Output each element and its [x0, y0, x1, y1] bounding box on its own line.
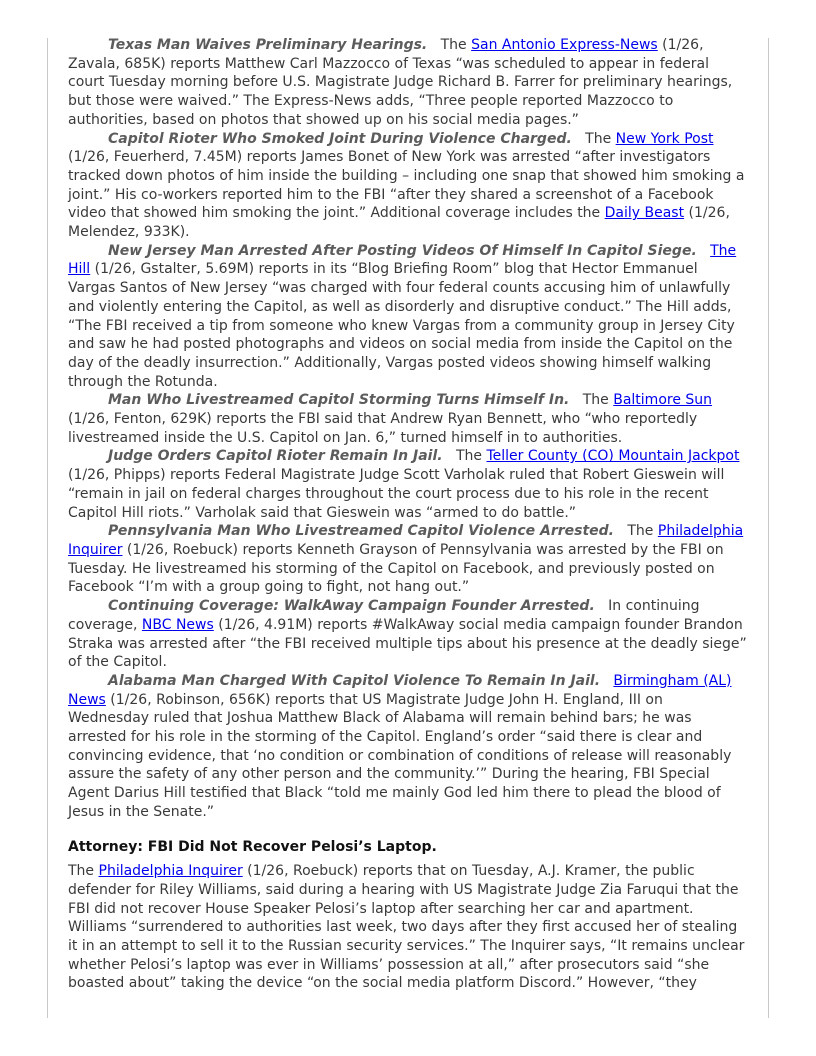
item-headline: Alabama Man Charged With Capitol Violence To Remain In Jail.	[108, 672, 601, 689]
source-link[interactable]: Baltimore Sun	[613, 392, 713, 409]
news-item-rioter-joint: Capitol Rioter Who Smoked Joint During Violence Charged. The New York Post (1/26, Feuerherd, 7.45M) reports James Bonet of New York was arrested “after investigators tracked down photos of him inside the building – including one snap that showed him smoking a joint.” His co-workers reported him to the FBI “after they shared a screenshot of a Facebook video that showed him smoking the joint.” Additional coverage includes the Daily Beast (1/26, Melendez, 933K).	[68, 130, 745, 241]
source-link[interactable]: New York Post	[615, 130, 714, 147]
source-link[interactable]: Philadelphia Inquirer	[68, 523, 744, 558]
item-headline: Continuing Coverage: WalkAway Campaign Founder Arrested.	[108, 598, 595, 615]
source-link[interactable]: Birmingham (AL) News	[68, 672, 732, 708]
news-item-texas: Texas Man Waives Preliminary Hearings. The San Antonio Express-News (1/26, Zavala, 685K) reports Matthew Carl Mazzocco of Texas “was scheduled to appear in federal court Tuesday morning before U.S. Magistrate Judge Richard B. Farrer for preliminary hearings, but those were waived.” The Express-News adds, “Three people reported Mazzocco to authorities, based on photos that showed up on his social media pages.”	[68, 37, 733, 128]
source-link[interactable]: San Antonio Express-News	[471, 37, 658, 53]
right-margin-rule	[768, 38, 769, 1018]
news-item-pennsylvania: Pennsylvania Man Who Livestreamed Capitol Violence Arrested. The Philadelphia Inquirer (1/26, Roebuck) reports Kenneth Grayson of Pennsylvania was arrested by the FBI on Tuesday. He livestreamed his storming of the Capitol on Facebook, and previously posted on Facebook “I’m with a group going to fight, not hang out.”	[68, 523, 744, 596]
section-heading: Attorney: FBI Did Not Recover Pelosi’s Laptop.	[68, 838, 437, 855]
source-link-secondary[interactable]: Daily Beast	[604, 205, 685, 222]
item-headline: Capitol Rioter Who Smoked Joint During Violence Charged.	[108, 130, 572, 147]
news-item-walkaway: Continuing Coverage: WalkAway Campaign Founder Arrested. In continuing coverage, NBC News (1/26, 4.91M) reports #WalkAway social media campaign founder Brandon Straka was arrested after “the FBI received multiple tips about his presence at the deadly siege” of the Capitol.	[68, 598, 747, 671]
item-headline: Texas Man Waives Preliminary Hearings.	[108, 37, 428, 53]
news-item-alabama: Alabama Man Charged With Capitol Violence To Remain In Jail. Birmingham (AL) News (1/26, Robinson, 656K) reports that US Magistrate Judge John H. England, III on Wednesday ruled that Joshua Matthew Black of Alabama will remain behind bars; he was arrested for his role in the storming of the Capitol. England’s order “said there is clear and convincing evidence, that ‘no condition or combination of conditions of release will reasonably assure the safety of any other person and the community.’” During the hearing, FBI Special Agent Darius Hill testified that Black “told me mainly God led him there to plead the blood of Jesus in the Senate.”	[68, 672, 732, 820]
news-item-judge-orders: Judge Orders Capitol Rioter Remain In Jail. The Teller County (CO) Mountain Jackpot (1/26, Phipps) reports Federal Magistrate Judge Scott Varholak ruled that Robert Gieswein will “remain in jail on federal charges throughout the court process due to his role in the recent Capitol Hill riots.” Varholak said that Gieswein was “armed to do battle.”	[68, 448, 740, 521]
source-link[interactable]: Philadelphia Inquirer	[98, 863, 243, 880]
item-headline: Judge Orders Capitol Rioter Remain In Jail.	[108, 448, 443, 465]
source-link[interactable]: The Hill	[68, 242, 737, 278]
item-headline: Man Who Livestreamed Capitol Storming Turns Himself In.	[108, 392, 570, 409]
left-margin-rule	[47, 38, 48, 1018]
news-item-livestream: Man Who Livestreamed Capitol Storming Turns Himself In. The Baltimore Sun (1/26, Fenton, 629K) reports the FBI said that Andrew Ryan Bennett, who “who reportedly livestreamed inside the U.S. Capitol on Jan. 6,” turned himself in to authorities.	[68, 392, 713, 446]
news-item-new-jersey: New Jersey Man Arrested After Posting Videos Of Himself In Capitol Siege. The Hill (1/26, Gstalter, 5.69M) reports in its “Blog Briefing Room” blog that Hector Emmanuel Vargas Santos of New Jersey “was charged with four federal counts accusing him of unlawfully and violently entering the Capitol, as well as disorderly and disruptive conduct.” The Hill adds, “The FBI received a tip from someone who knew Vargas from a community group in Jersey City and saw he had posted photographs and videos on social media from inside the Capitol on the day of the deadly insurrection.” Additionally, Vargas posted videos showing himself walking through the Rotunda.	[68, 242, 737, 390]
article-body	[68, 36, 748, 993]
source-link[interactable]: Teller County (CO) Mountain Jackpot	[486, 448, 740, 465]
item-headline: Pennsylvania Man Who Livestreamed Capitol Violence Arrested.	[108, 523, 615, 540]
item-headline: New Jersey Man Arrested After Posting Videos Of Himself In Capitol Siege.	[108, 242, 697, 259]
source-link[interactable]: NBC News	[141, 616, 214, 633]
section-paragraph: The Philadelphia Inquirer (1/26, Roebuck) reports that on Tuesday, A.J. Kramer, the public defender for Riley Williams, said during a hearing with US Magistrate Judge Zia Faruqui that the FBI did not recover House Speaker Pelosi’s laptop after searching her car and apartment. Williams “surrendered to authorities last week, two days after they first accused her of stealing it in an attempt to sell it to the Russian security services.” The Inquirer says, “It remains unclear whether Pelosi’s laptop was ever in Williams’ possession at all,” after prosecutors said “she boasted about” taking the device “on the social media platform Discord.” However, “they	[68, 863, 745, 992]
